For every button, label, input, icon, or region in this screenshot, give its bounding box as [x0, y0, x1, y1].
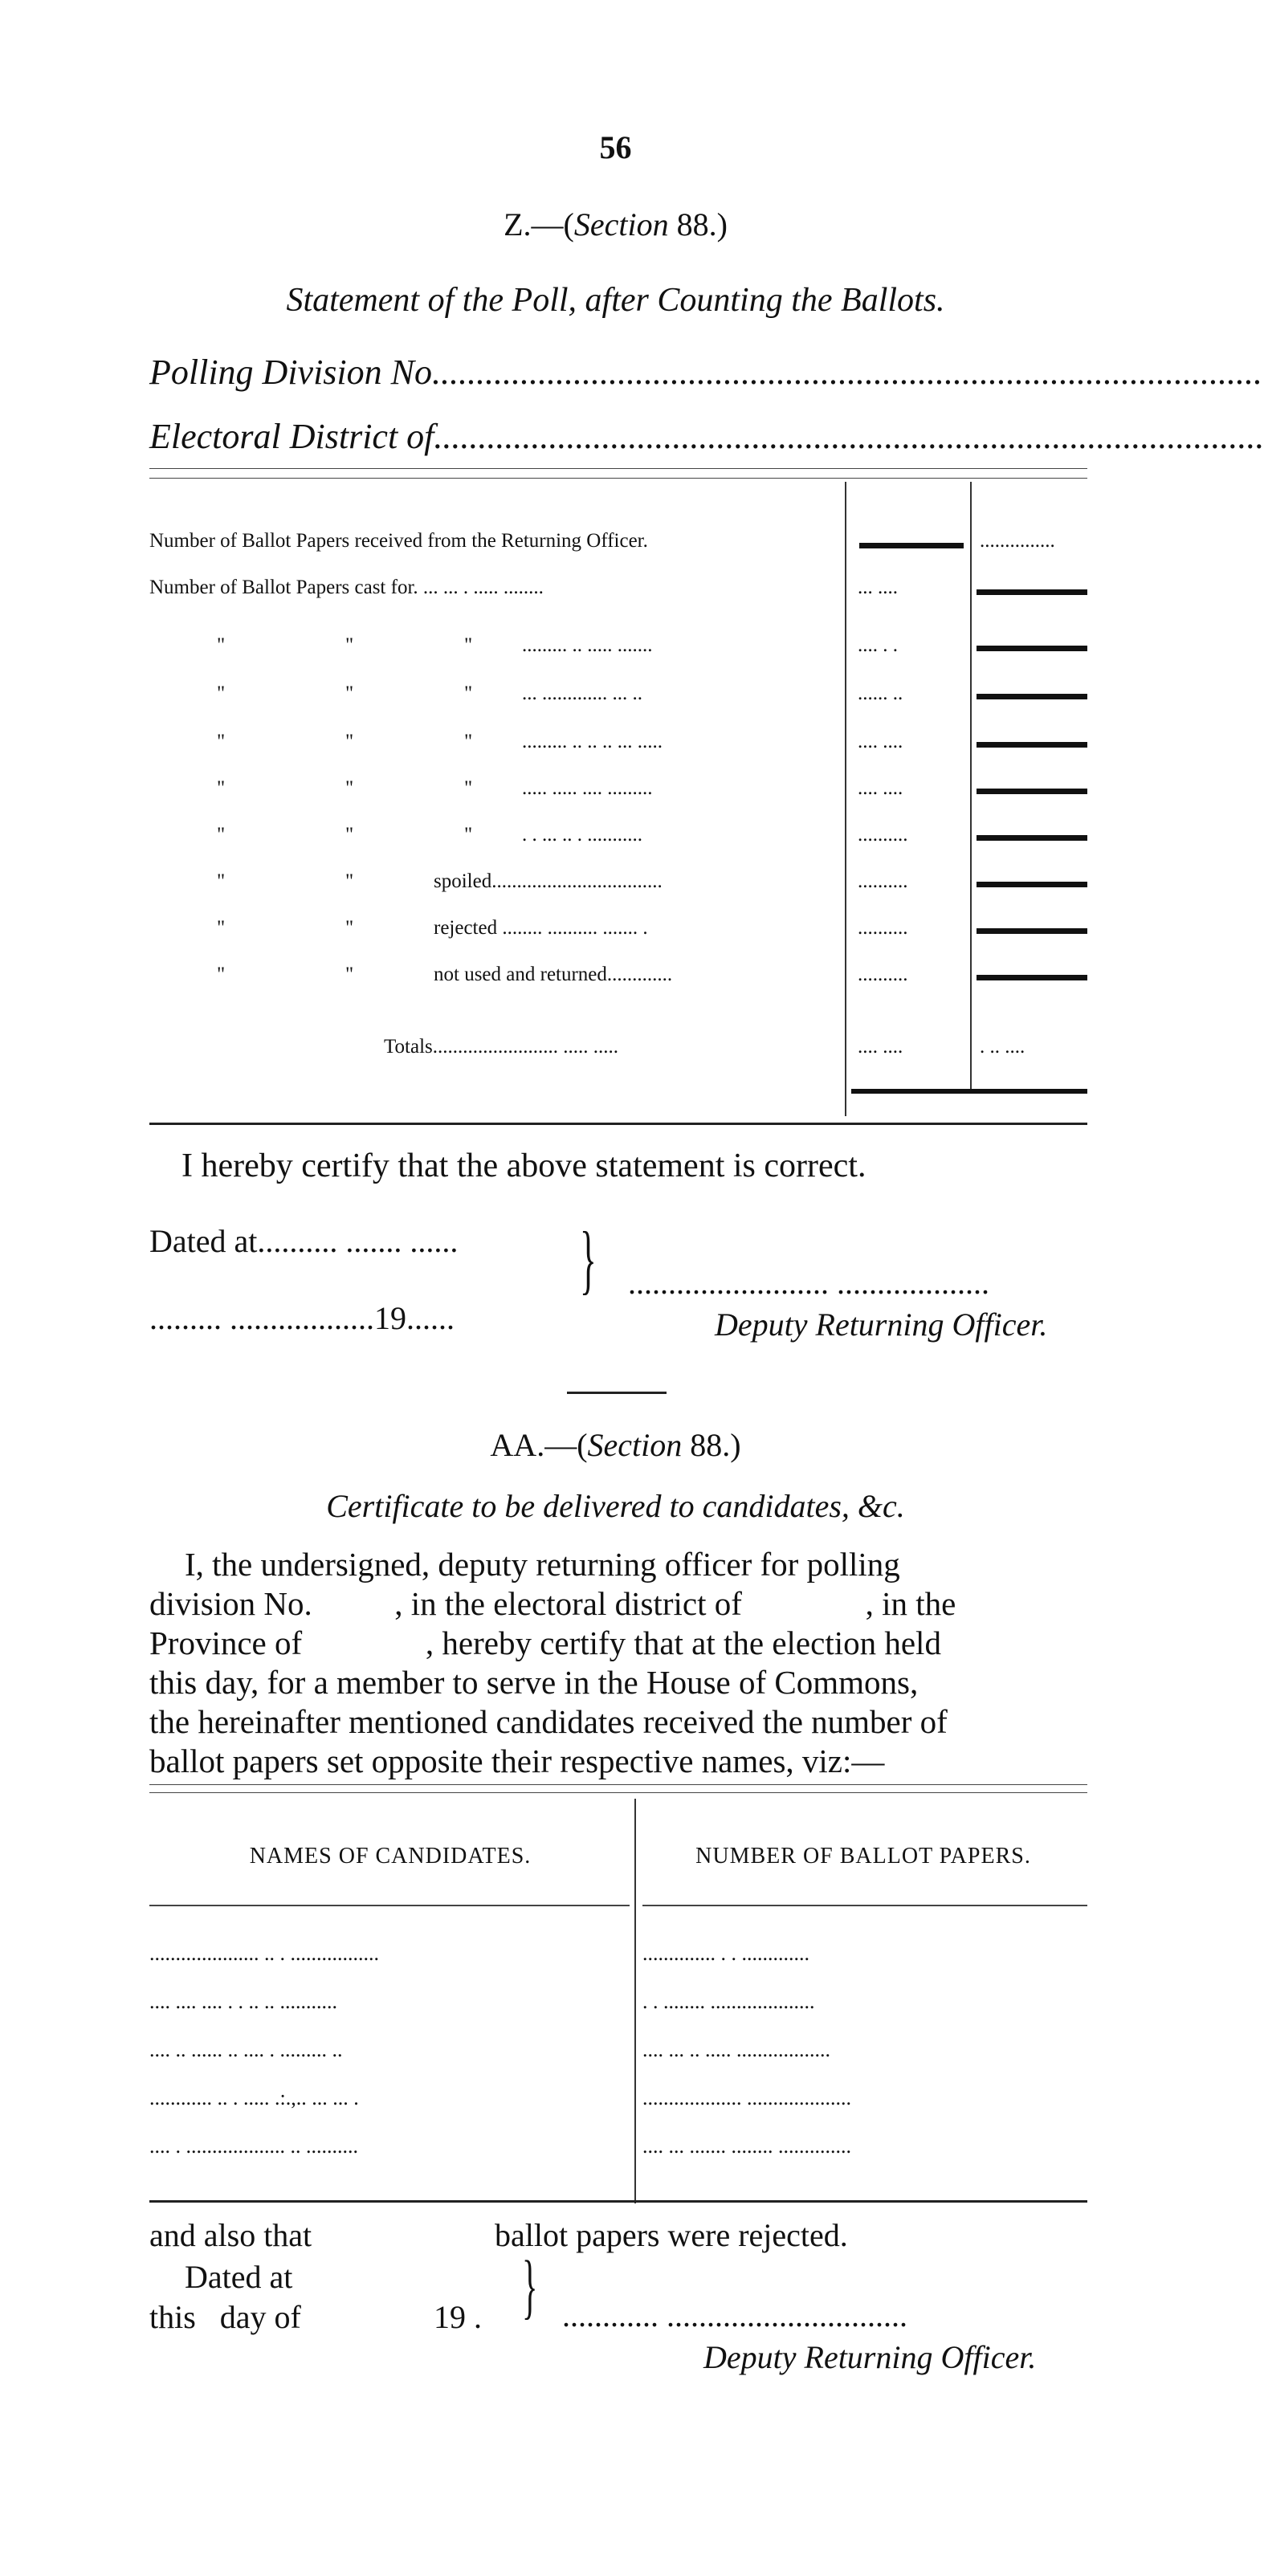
col2-filled-bar	[977, 975, 1087, 980]
ditto-mark: "	[345, 731, 354, 752]
paragraph-line: I, the undersigned, deputy returning officer for polling	[185, 1546, 900, 1583]
ditto-mark: "	[217, 870, 226, 892]
ditto-mark: "	[464, 683, 473, 704]
dot-leader: ......... .. ..... .......	[522, 634, 653, 656]
col2-dots: ...............	[980, 530, 1055, 552]
aa-year-line	[434, 2298, 482, 2336]
candidate-table-top-rule	[149, 1784, 1087, 1785]
dated-at-label: Dated at	[149, 1223, 258, 1259]
ditto-mark: "	[345, 634, 354, 656]
certify-statement: I hereby certify that the above statement is correct.	[181, 1147, 866, 1184]
paragraph-line: ballot papers set opposite their respective names, viz:—	[149, 1742, 885, 1779]
dot-leader: ......... .. .. .. ... .....	[522, 731, 663, 752]
column-divider-2	[970, 482, 972, 1092]
aa-dated-at: Dated at	[185, 2259, 293, 2295]
ditto-mark: "	[217, 634, 226, 656]
col1-filled-bar	[859, 543, 964, 548]
col1-dots: ..........	[858, 964, 908, 985]
year-prefix: 19	[374, 1300, 406, 1336]
ditto-mark: "	[464, 824, 473, 846]
col2-filled-bar	[977, 835, 1087, 841]
form-aa-section-word: Section	[587, 1427, 683, 1463]
ditto-mark: "	[217, 683, 226, 704]
form-z-section-number: 88.)	[668, 206, 728, 243]
dot-leader: .......... ....... ......	[257, 1223, 459, 1259]
dot-leader: ... ............. ... ..	[522, 683, 642, 704]
row-label: Number of Ballot Papers received from the Returning Officer.	[149, 530, 648, 552]
row-label: spoiled	[434, 870, 492, 892]
candidate-ballots-row: ................... ....................	[642, 2086, 851, 2109]
form-z-heading	[0, 206, 1231, 243]
table-top-rule	[149, 468, 1087, 469]
electoral-district-label: Electoral District of	[149, 417, 434, 456]
candidate-name-row: .... . ................... .. ..........	[149, 2134, 358, 2158]
row-label: not used and returned	[434, 964, 607, 985]
col1-dots: ..........	[858, 917, 908, 939]
signature-line: ......................... ...................	[628, 1265, 989, 1301]
col1-dots: .... ....	[858, 731, 903, 752]
candidate-ballots-row: .... ... ....... ........ ..............	[642, 2134, 851, 2158]
polling-division-field	[149, 352, 1262, 393]
brace-glyph: }	[522, 2247, 538, 2326]
ditto-mark: "	[345, 777, 354, 799]
form-z-section-word: Section	[573, 206, 669, 243]
col2-filled-bar	[977, 694, 1087, 699]
aa-this-day: this day of	[149, 2299, 301, 2335]
col1-dots: ..........	[858, 824, 908, 846]
statement-row	[149, 577, 840, 599]
totals-label: Totals	[384, 1036, 433, 1058]
signature-title: Deputy Returning Officer.	[715, 1306, 1048, 1343]
col2-filled-bar	[977, 646, 1087, 651]
date-year-line	[149, 1299, 455, 1337]
section-divider	[567, 1392, 667, 1394]
form-z-letter: Z.—(	[504, 206, 574, 243]
row-label: Number of Ballot Papers cast for.	[149, 577, 418, 598]
dot-leader: ......... ..................	[149, 1300, 374, 1336]
candidate-name-row: .... .... .... . . .. .. ...........	[149, 1990, 337, 2013]
aa-signature-title: Deputy Returning Officer.	[703, 2339, 1037, 2375]
totals-row	[384, 1036, 840, 1058]
candidate-name-row: ..................... .. . .................	[149, 1942, 379, 1965]
dated-at-line	[149, 1222, 458, 1260]
ditto-mark: "	[345, 683, 354, 704]
totals-double-rule	[851, 1089, 1087, 1094]
row-label: rejected	[434, 917, 498, 939]
col2-filled-bar	[977, 928, 1087, 934]
certificate-paragraph	[149, 1545, 1089, 1781]
form-aa-letter: AA.—(	[490, 1427, 588, 1463]
dot-leader: ......	[406, 1300, 455, 1336]
dot-leader: . . ... .. . ...........	[522, 824, 642, 846]
paragraph-line: division No. , in the electoral district of , in the	[149, 1585, 956, 1622]
paragraph-line: Province of , hereby certify that at the election held	[149, 1624, 941, 1661]
statement-row	[149, 530, 840, 552]
col1-dots: .... ....	[858, 1036, 903, 1058]
col2-filled-bar	[977, 789, 1087, 794]
ditto-mark: "	[345, 824, 354, 846]
form-aa-section-number: 88.)	[682, 1427, 741, 1463]
candidate-table-bottom-rule	[149, 2200, 1087, 2203]
electoral-district-field	[149, 416, 1264, 457]
polling-division-label: Polling Division No	[149, 353, 432, 392]
column-header-ballots: NUMBER OF BALLOT PAPERS.	[695, 1844, 1031, 1869]
table-bottom-rule	[149, 1123, 1087, 1125]
form-z-title: Statement of the Poll, after Counting the Ballots.	[286, 282, 945, 319]
ditto-mark: "	[217, 824, 226, 846]
dot-leader: ........ .......... ....... .	[497, 917, 648, 939]
dot-leader: ..............................................................................................	[432, 353, 1262, 392]
col1-dots: ...... ..	[858, 683, 903, 704]
col1-dots: .... . .	[858, 634, 898, 656]
ditto-mark: "	[345, 917, 354, 939]
col2-filled-bar	[977, 742, 1087, 748]
ditto-mark: "	[464, 777, 473, 799]
candidate-name-row: ............ .. . ..... .:.,.. ... ... .	[149, 2086, 359, 2109]
rejected-prefix: and also that	[149, 2217, 312, 2253]
column-header-names: NAMES OF CANDIDATES.	[249, 1844, 532, 1869]
row-label-not-used	[434, 964, 840, 986]
dot-leader: .............	[606, 964, 673, 985]
candidate-ballots-row: .............. . . .............	[642, 1942, 809, 1965]
dot-leader: ..............................................................................................	[434, 417, 1264, 456]
table-top-rule-2	[149, 478, 1087, 479]
col2-dots: . .. ....	[980, 1036, 1025, 1058]
column-divider-1	[845, 482, 846, 1116]
ditto-mark: "	[345, 870, 354, 892]
candidate-table-top-rule-2	[149, 1792, 1087, 1793]
candidate-name-row: .... .. ...... .. .... . ......... ..	[149, 2038, 343, 2061]
col2-filled-bar	[977, 589, 1087, 595]
ditto-mark: "	[464, 634, 473, 656]
ditto-mark: "	[217, 777, 226, 799]
candidate-ballots-row: .... ... .. ..... ..................	[642, 2038, 830, 2061]
candidate-ballots-row: . . ........ ....................	[642, 1990, 815, 2013]
dot-leader: ......................... ..... .....	[432, 1036, 618, 1058]
dot-leader: ..... ..... .... .........	[522, 777, 653, 799]
header-rule-right	[642, 1905, 1087, 1906]
brace-glyph: }	[580, 1216, 597, 1302]
dot-leader: ... ... . ..... ........	[418, 577, 544, 598]
ditto-mark: "	[217, 964, 226, 985]
dot-leader: ..................................	[491, 870, 663, 892]
col1-dots: .... ....	[858, 777, 903, 799]
form-aa-heading	[0, 1426, 1231, 1464]
year-prefix: 19	[434, 2299, 466, 2335]
col1-dots: ..........	[858, 870, 908, 892]
ditto-mark: "	[345, 964, 354, 985]
row-label-spoiled	[434, 870, 840, 893]
aa-signature-line: ............ ..............................	[562, 2297, 907, 2333]
form-aa-title: Certificate to be delivered to candidates, &c.	[326, 1488, 905, 1524]
row-label-rejected	[434, 917, 840, 940]
header-rule-left	[149, 1905, 630, 1906]
dot-leader: .	[466, 2299, 482, 2335]
candidate-column-divider	[634, 1799, 636, 2203]
ditto-mark: "	[217, 917, 226, 939]
paragraph-line: this day, for a member to serve in the House of Commons,	[149, 1664, 919, 1701]
ditto-mark: "	[464, 731, 473, 752]
ditto-mark: "	[217, 731, 226, 752]
col1-dots: ... ....	[858, 577, 898, 598]
page-number: 56	[599, 129, 632, 165]
col2-filled-bar	[977, 882, 1087, 887]
paragraph-line: the hereinafter mentioned candidates received the number of	[149, 1703, 948, 1740]
rejected-suffix: ballot papers were rejected.	[495, 2217, 848, 2253]
